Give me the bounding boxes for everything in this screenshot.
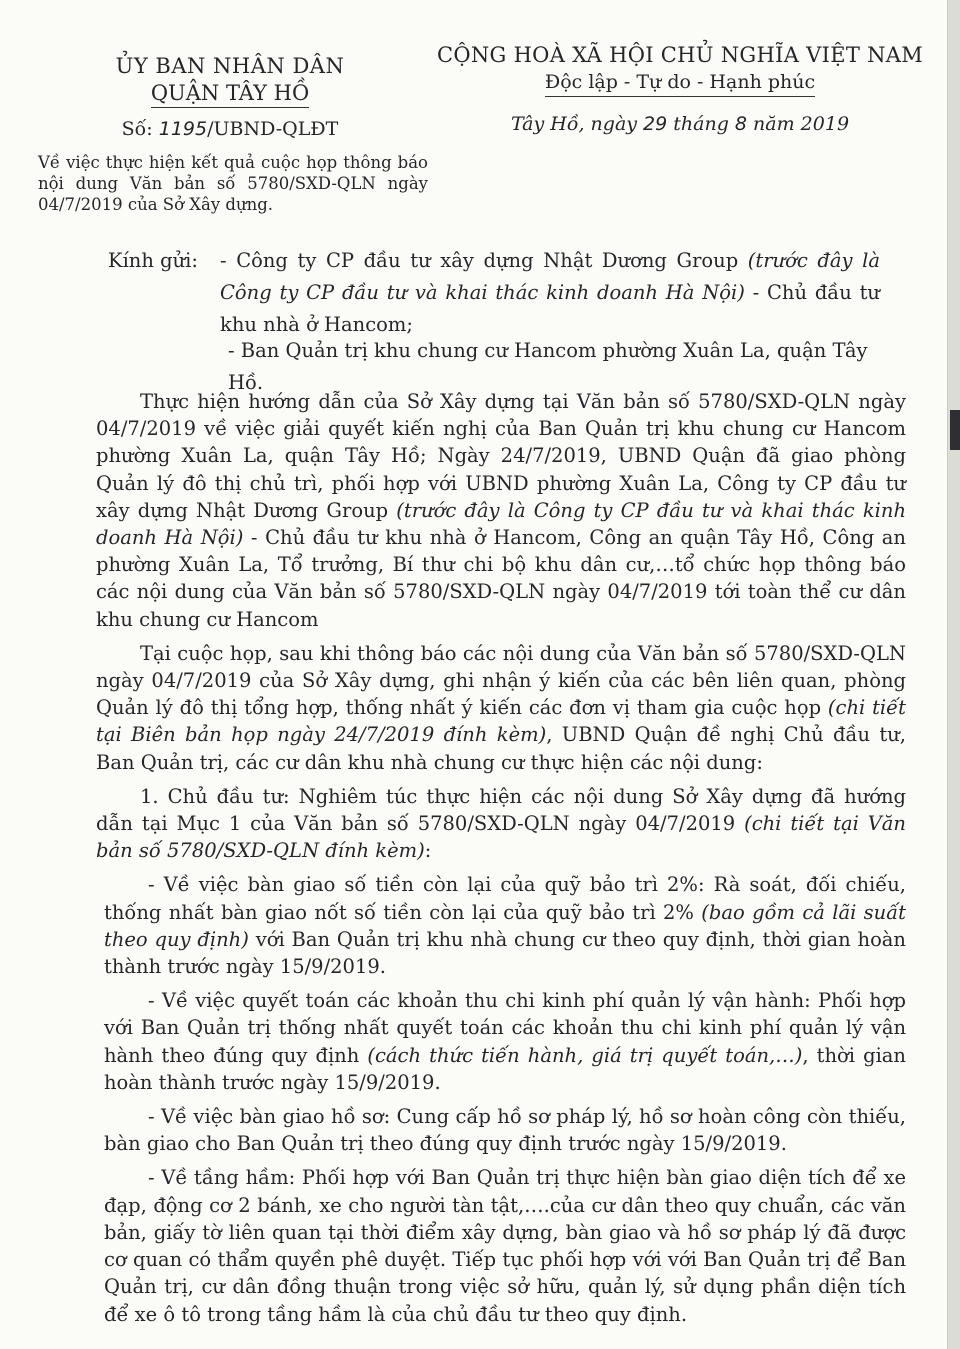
p5-text-b: , thời gian hoàn thành trước ngày 15/9/2019.: [104, 1043, 906, 1094]
edge-mark: [950, 410, 960, 450]
p5-italic: (cách thức tiến hành, giá trị quyết toán,…): [367, 1043, 803, 1067]
authority-name-line1: ỦY BAN NHÂN DÂN: [115, 54, 345, 78]
p2-italic: (chi tiết tại Biên bản họp ngày 24/7/2019 đính kèm): [96, 696, 906, 747]
recipients-label: Kính gửi:: [108, 249, 198, 272]
place-date: [430, 113, 930, 135]
recipient-1: [220, 245, 880, 341]
p5-text-a: - Về việc quyết toán các khoản thu chi kinh phí quản lý vận hành: Phối hợp với Ban Quản trị thống nhất quyết toán các khoản thu chi kinh phí quản lý vận hành theo đúng quy định: [104, 989, 906, 1067]
p3-text-a: 1. Chủ đầu tư: Nghiêm túc thực hiện các nội dung Sở Xây dựng đã hướng dẫn tại Mục 1 của Văn bản số 5780/SXD-QLN ngày 04/7/2019: [96, 784, 906, 836]
year-text: năm 2019: [747, 113, 850, 135]
place-prefix: Tây Hồ, ngày: [510, 113, 644, 135]
authority-name-line2: QUẬN TÂY HỒ: [151, 80, 309, 108]
p4-text-a: - Về việc bàn giao số tiền còn lại của quỹ bảo trì 2%: Rà soát, đối chiếu, thống nhất bàn giao nốt số tiền còn lại của quỹ bảo trì 2%: [104, 873, 906, 924]
p3-text-b: :: [424, 839, 432, 863]
issuing-authority: [40, 52, 420, 140]
paragraph-5: [104, 987, 906, 1096]
p1-italic: (trước đây là Công ty CP đầu tư và khai thác kinh doanh Hà Nội): [96, 498, 907, 550]
paragraph-4: [104, 871, 906, 980]
day-handwritten: 29: [643, 113, 668, 135]
recipient-2: - Ban Quản trị khu chung cư Hancom phường Xuân La, quận Tây Hồ.: [228, 339, 868, 394]
paragraph-3: [96, 783, 906, 865]
recipient-1-text: - Công ty CP đầu tư xây dựng Nhật Dương Group: [220, 249, 748, 272]
p1-text-b: - Chủ đầu tư khu nhà ở Hancom, Công an quận Tây Hồ, Công an phường Xuân La, Tổ trưởng, Bí thư chi bộ khu dân cư,…tổ chức họp thông báo các nội dung của Văn bản số 5780/SXD-QLN ngày 04/7/2019 tới toàn thể cư dân khu chung cư Hancom: [96, 526, 906, 631]
doc-no-suffix: /UBND-QLĐT: [207, 118, 339, 140]
month-handwritten: 8: [734, 113, 748, 135]
paragraph-2: [96, 640, 906, 776]
document-number: [40, 118, 420, 140]
p2-text-a: Tại cuộc họp, sau khi thông báo các nội dung của Văn bản số 5780/SXD-QLN ngày 04/7/2019 của Sở Xây dựng, ghi nhận ý kiến của các bên liên quan, phòng Quản lý đô thị tổng hợp, thống nhất ý kiến các đơn vị tham gia cuộc họp: [96, 641, 906, 720]
p4-text-b: với Ban Quản trị khu nhà chung cư theo quy định, thời gian hoàn thành trước ngày 15/9/2019.: [104, 927, 906, 979]
p1-text-a: Thực hiện hướng dẫn của Sở Xây dựng tại Văn bản số 5780/SXD-QLN ngày 04/7/2019 về việc giải quyết kiến nghị của Ban Quản trị khu chung cư Hancom phường Xuân La, quận Tây Hồ; Ngày 24/7/2019, UBND Quận đã giao phòng Quản lý đô thị chủ trì, phối hợp với UBND phường Xuân La, Công ty CP đầu tư xây dựng Nhật Dương Group: [96, 390, 906, 522]
month-text: tháng: [667, 113, 735, 135]
paragraph-7: - Về tầng hầm: Phối hợp với Ban Quản trị thực hiện bàn giao diện tích để xe đạp, động cơ 2 bánh, xe cho người tàn tật,….của cư dân theo quy chuẩn, các văn bản, giấy tờ liên quan tại thời điểm xây dựng, bàn giao và hồ sơ pháp lý đã được cơ quan có thẩm quyền phê duyệt. Tiếp tục phối hợp với với Ban Quản trị để Ban Quản trị, cư dân đồng thuận trong việc sở hữu, quản lý, sử dụng phần diện tích để xe ô tô trong tầng hầm là của chủ đầu tư theo quy định.: [104, 1166, 906, 1326]
national-header: [430, 40, 930, 135]
doc-no-handwritten: 1195: [158, 118, 208, 140]
document-body: [96, 388, 906, 1333]
paragraph-6: - Về việc bàn giao hồ sơ: Cung cấp hồ sơ pháp lý, hồ sơ hoàn công còn thiếu, bàn giao cho Ban Quản trị theo đúng quy định trước ngày 15/9/2019.: [104, 1105, 906, 1156]
document-subject: Về việc thực hiện kết quả cuộc họp thông báo nội dung Văn bản số 5780/SXD-QLN ngày 04/7/2019 của Sở Xây dựng.: [38, 153, 428, 214]
paragraph-1: [96, 388, 906, 633]
p3-italic: (chi tiết tại Văn bản số 5780/SXD-QLN đính kèm): [96, 812, 906, 863]
recipient-1-note: (trước đây là Công ty CP đầu tư và khai thác kinh doanh Hà Nội): [220, 249, 880, 304]
p4-italic: (bao gồm cả lãi suất theo quy định): [104, 900, 907, 951]
scan-page-edge: [947, 0, 960, 1349]
national-motto: Độc lập - Tự do - Hạnh phúc: [545, 70, 815, 97]
p2-text-b: , UBND Quận đề nghị Chủ đầu tư, Ban Quản trị, các cư dân khu nhà chung cư thực hiện các nội dung:: [96, 723, 906, 774]
recipient-1-end: - Chủ đầu tư khu nhà ở Hancom;: [220, 281, 880, 336]
doc-no-prefix: Số:: [121, 118, 159, 140]
nation-title: CỘNG HOÀ XÃ HỘI CHỦ NGHĨA VIỆT NAM: [436, 43, 924, 67]
